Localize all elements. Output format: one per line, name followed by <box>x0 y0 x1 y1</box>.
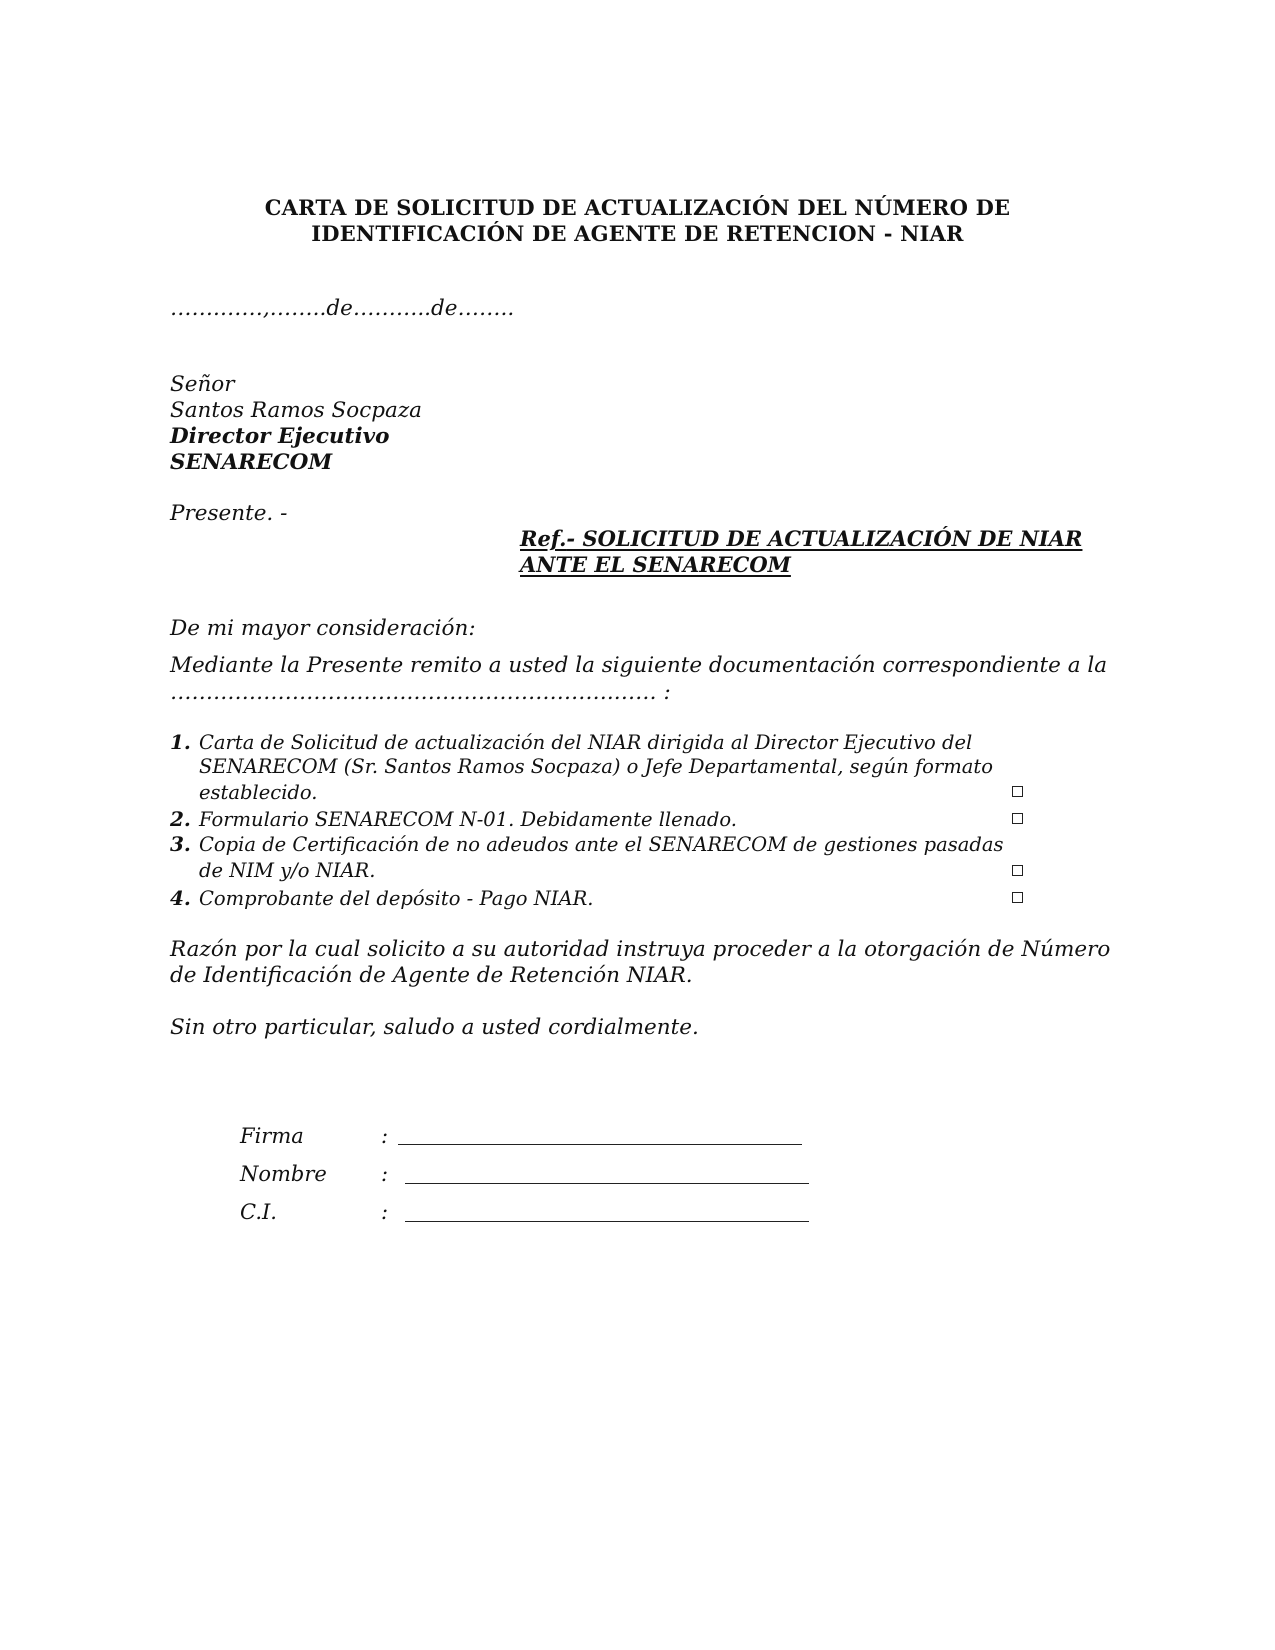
requirement-1-line-3: establecido. <box>199 781 318 804</box>
requirement-2-number: 2. <box>170 807 191 831</box>
requirement-2-line-1: Formulario SENARECOM N-01. Debidamente llenado. <box>199 808 737 831</box>
requirement-1-line-1: Carta de Solicitud de actualización del NIAR dirigida al Director Ejecutivo del <box>199 731 973 754</box>
requirement-4-checkbox[interactable] <box>1012 892 1023 903</box>
reason-line-2: de Identificación de Agente de Retención NIAR. <box>170 963 693 988</box>
addressee-salutation: Señor <box>170 372 235 397</box>
requirement-4-line-1: Comprobante del depósito - Pago NIAR. <box>199 887 594 910</box>
signature-ci-colon: : <box>381 1200 389 1224</box>
reason-line-1: Razón por la cual solicito a su autoridad instruya proceder a la otorgación de Número <box>170 937 1111 962</box>
addressee-institution: SENARECOM <box>170 450 333 475</box>
signature-firma-label: Firma <box>240 1124 304 1148</box>
reference-line-2: ANTE EL SENARECOM <box>520 552 791 577</box>
requirement-3-line-2: de NIM y/o NIAR. <box>199 859 376 882</box>
signature-firma-line[interactable] <box>398 1144 802 1145</box>
requirement-1-checkbox[interactable] <box>1012 786 1023 797</box>
requirement-1-line-2: SENARECOM (Sr. Santos Ramos Socpaza) o Jefe Departamental, según formato <box>199 755 993 778</box>
closing-text: Sin otro particular, saludo a usted cordialmente. <box>170 1015 699 1040</box>
date-line: …….……,……..de………..de…….. <box>170 296 515 321</box>
signature-firma-colon: : <box>381 1124 389 1148</box>
requirement-4-number: 4. <box>170 886 191 910</box>
requirement-2-checkbox[interactable] <box>1012 813 1023 824</box>
presente-text: Presente. - <box>170 501 288 526</box>
requirement-3-number: 3. <box>170 832 191 856</box>
signature-nombre-colon: : <box>381 1162 389 1186</box>
intro-line-2: …………………………….……………………….…… : <box>170 680 671 705</box>
reference-line-1-rest: - SOLICITUD DE ACTUALIZACIÓN DE NIAR <box>566 526 1083 551</box>
document-title-line-1: CARTA DE SOLICITUD DE ACTUALIZACIÓN DEL NÚMERO DE <box>264 195 1011 220</box>
intro-line-1: Mediante la Presente remito a usted la siguiente documentación correspondiente a la <box>170 653 1108 678</box>
signature-nombre-line[interactable] <box>405 1183 809 1184</box>
addressee-position: Director Ejecutivo <box>170 424 390 449</box>
reference-line-1 <box>520 526 1082 551</box>
addressee-name: Santos Ramos Socpaza <box>170 398 422 423</box>
greeting-text: De mi mayor consideración: <box>170 616 476 641</box>
document-title-line-2: IDENTIFICACIÓN DE AGENTE DE RETENCION - NIAR <box>311 221 964 246</box>
signature-ci-label: C.I. <box>240 1200 277 1224</box>
requirement-1-number: 1. <box>170 730 191 754</box>
signature-nombre-label: Nombre <box>240 1162 327 1186</box>
requirement-3-line-1: Copia de Certificación de no adeudos ante el SENARECOM de gestiones pasadas <box>199 833 1004 856</box>
reference-prefix: Ref. <box>520 526 567 551</box>
signature-ci-line[interactable] <box>405 1221 809 1222</box>
requirement-3-checkbox[interactable] <box>1012 865 1023 876</box>
